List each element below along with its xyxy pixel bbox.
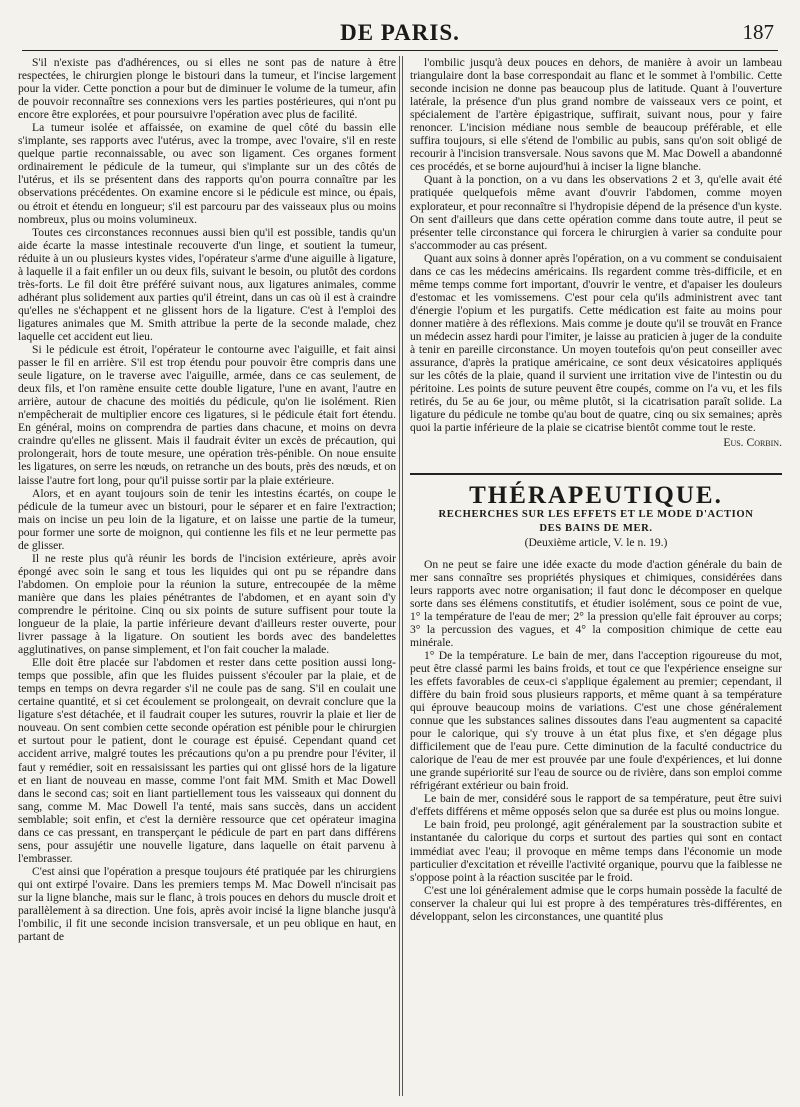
column-divider bbox=[399, 56, 403, 1096]
article-subtitle: (Deuxième article, V. le n. 19.) bbox=[524, 536, 668, 550]
page-number: 187 bbox=[742, 20, 774, 44]
section-title: THÉRAPEUTIQUE. bbox=[469, 482, 723, 510]
paragraph: Il ne reste plus qu'à réunir les bords de l'incision extérieure, après avoir épongé avec soin le sang et tous les liquides qui ont pu se répandre dans l'abdomen. On emploie pour la réunion la suture, entrecoupée de la même manière que dans les plaies pénétrantes de l'abdomen, et en ayant soin d'y comprendre le péritoine. Cinq ou six points de suture suffisent pour toute la longueur de la plaie, la partie inférieure devant d'ailleurs rester ouverte, pour livrer passage à la ligature. On soutient les bords avec des bandelettes agglutinatives, on panse simplement, et l'on fait coucher la malade. bbox=[18, 551, 396, 657]
paragraph: Si le pédicule est étroit, l'opérateur le contourne avec l'aiguille, et fait ainsi passer le fil en arrière. S'il est trop étendu pour pouvoir être compris dans une seule ligature, on le traverse avec l'aiguille, armée, dans ce cas seulement, de deux fils, et l'on ramène ensuite cette double ligature, l'une en avant, l'autre en arrière, autour de chacune des moitiés du pédicule, qu'on lie isolément. Rien n'empêcherait de multiplier encore ces ligatures, si le pédicule était fort étendu. En général, moins on comprendra de parties dans chacune, et moins on devra craindre qu'elles ne glissent. Mais il faudrait éviter un excès de précaution, qui prolongerait, hors de toute mesure, une opération très-pénible. On noue ensuite les ligatures, on serre les nœuds, on retranche un des bouts, près des nœuds, et on laisse l'autre fort long, pour qu'il puisse sortir par la plaie extérieure. bbox=[18, 343, 396, 487]
right-column bbox=[410, 56, 782, 1096]
paragraph: On ne peut se faire une idée exacte du mode d'action générale du bain de mer sans connaître ses propriétés physiques et chimiques, considérées dans leurs rapports avec notre organisation; il faut donc le décomposer en quelque sorte dans ses élémens constitutifs, et étudier isolément, sous ce point de vue, 1° la température de l'eau de mer; 2° la pression qu'elle fait éprouver au corps; 3° la percussion des vagues, et 4° la composition chimique de cette eau minérale. bbox=[410, 557, 782, 649]
paragraph: Quant aux soins à donner après l'opération, on a vu comment se conduisaient dans ce cas les médecins américains. Ils regardent comme très-difficile, et en même temps comme fort important, d'ouvrir le ventre, et d'apaiser les douleurs d'estomac et les vomissemens. C'est pour cela qu'ils administrent avec tant d'énergie l'opium et les purgatifs. Cette médication est faite au moins pour donner matière à des réflexions. Mais comme je doute qu'il se trouvât en France un médecin assez hardi pour l'imiter, je laisse au praticien à juger de la conduite à tenir en pareille circonstance. Un moyen toutefois qu'on peut conseiller avec assurance, d'après la pratique américaine, ce sont deux vésicatoires appliqués sur les côtés de la plaie, quand il survient une irritation vive de l'intestin ou du péritoine. Les points de suture peuvent être coupés, comme on l'a vu, et les fils retirés, du 5e au 6e jour, ou même plutôt, si la cicatrisation paraît solide. La ligature du pédicule ne tombe qu'au bout de quatre, cinq ou six semaines; après quoi la partie inférieure de la plaie se cicatrise bientôt comme tout le reste. bbox=[410, 251, 782, 435]
paragraph: S'il n'existe pas d'adhérences, ou si elles ne sont pas de nature à être respectées, le chirurgien plonge le bistouri dans la tumeur, et l'incise largement pour la vider. Cette ponction a pour but de diminuer le volume de la tumeur, afin de pouvoir reconnaître ses connexions vers les parties postérieures, qui n'ont pu encore être explorées, et pour poursuivre l'opération avec plus de facilité. bbox=[18, 56, 396, 122]
paragraph: Toutes ces circonstances reconnues aussi bien qu'il est possible, tandis qu'un aide écarte la masse intestinale recouverte d'un linge, et soutient la tumeur, réduite à un ou plusieurs kystes vides, l'opérateur s'arme d'une aiguille à ligature, à laquelle il a fait enfiler un ou deux fils, suivant le besoin, ou plutôt des cordons très-forts. Le fil doit être préféré suivant nous, aux ligatures animales, comme adhérant plus solidement aux parties qu'il étreint, dans un cas où il est à craindre qu'elles ne s'échappent et ne glissent hors de la ligature. C'est à l'emploi des ligatures animales que M. Smith attribue la perte de la seconde malade, chez laquelle cet accident eut lieu. bbox=[18, 225, 396, 343]
paragraph: l'ombilic jusqu'à deux pouces en dehors, de manière à avoir un lambeau triangulaire dont la base correspondait au flanc et le sommet à l'ombilic. Cette seconde incision ne donne pas beaucoup plus de latitude. Quant à l'ouverture latérale, la présence d'un plus grand nombre de vaisseaux vers ce point, et spécialement de l'artère épigastrique, suffirait, suivant nous, pour y faire renoncer. L'incision médiane nous semble de beaucoup préférable, et elle suffira toujours, si elle s'étend de l'ombilic au pubis, sans qu'on soit obligé de recourir à l'incision transversale. Nous savons que M. Mac Dowell a abandonné ces procédés, et se borne aujourd'hui à inciser la ligne blanche. bbox=[410, 56, 782, 174]
paragraph: Elle doit être placée sur l'abdomen et rester dans cette position aussi long-temps que possible, afin que les fluides puissent s'écouler par la plaie, et de temps en temps on devra regarder s'il ne coule pas de sang. S'il en coulait une certaine quantité, et si cet écoulement se prolongeait, on devrait conclure que la ligature s'est détachée, et il faudrait couper les sutures, rouvrir la plaie et lier de nouveau. On sent combien cette seconde opération est pénible pour le chirurgien et surtout pour le patient, dont le courage est épuisé. Cependant quand cet accident arrive, malgré toutes les précautions qu'on a pu prendre pour l'éviter, il faut y remédier, soit en ressaisissant les parties qui ont glissé hors de la ligature et en liant de nouveau en masse, comme l'ont fait MM. Smith et Mac Dowell dans le second cas; soit en liant partiellement tous les vaisseaux qui donnent du sang, comme M. Mac Dowell l'a tenté, mais sans succès, dans un accident semblable; soit enfin, et c'est la dernière ressource que cet opérateur imagina dans ce cas pressant, en transperçant le pédicule de part en part dans différens sens, pour assujétir une nouvelle ligature, dans laquelle on était parvenu à l'embrasser. bbox=[18, 656, 396, 865]
paragraph: 1° De la température. Le bain de mer, dans l'acception rigoureuse du mot, peut être classé parmi les bains froids, et tout ce que l'expérience enseigne sur les effets favorables de ceux-ci s'applique également au premier; cependant, il diffère du bain froid sous plusieurs rapports, et même quant à sa température qui éprouve beaucoup moins de variations. C'est une chose généralement connue que les substances salines dissoutes dans l'eau augmentent sa capacité pour le calorique, qui s'y trouve à un état plus fixe, et s'en dégage plus difficilement que de l'eau pure. Cette diminution de la faculté conductrice du calorique de l'eau de mer est prouvée par une foule d'expériences, et lui donne une grande supériorité sur l'eau de source ou de rivière, dans son emploi comme réfrigérant extérieur ou bain froid. bbox=[410, 648, 782, 793]
author-signature: Eus. Corbin. bbox=[723, 436, 782, 450]
running-title: DE PARIS. bbox=[340, 20, 460, 45]
section-rule bbox=[410, 473, 782, 475]
paragraph: Le bain froid, peu prolongé, agit généralement par la soustraction subite et instantanée du calorique du corps et surtout des parties qui sont en contact immédiat avec l'eau; il provoque en même temps dans l'économie un mode particulier d'excitation et réveille l'activité organique, pourvu que la faiblesse ne s'oppose point à la réaction suscitée par le froid. bbox=[410, 818, 782, 884]
paragraph: Alors, et en ayant toujours soin de tenir les intestins écartés, on coupe le pédicule de la tumeur avec un bistouri, pour le séparer et en faire l'extraction; mais on incise un peu loin de la ligature, et on laisse une partie de la tumeur, pour former une sorte de moignon, qui contienne les fils et ne leur permette pas de glisser. bbox=[18, 486, 396, 552]
paragraph: Le bain de mer, considéré sous le rapport de sa température, peut être suivi d'effets différens et même opposés selon que sa durée est plus ou moins longue. bbox=[410, 792, 782, 819]
paragraph: C'est ainsi que l'opération a presque toujours été pratiquée par les chirurgiens qui ont extirpé l'ovaire. Dans les premiers temps M. Mac Dowell n'incisait pas sur la ligne blanche, mais sur le flanc, à trois pouces en dehors du muscle droit et parallèlement à sa direction. Une fois, après avoir incisé la ligne blanche jusqu'à l'ombilic, il fit une seconde incision transversale, et un peu oblique en haut, en partant de bbox=[18, 864, 396, 944]
article-title-line-2: DES BAINS DE MER. bbox=[539, 523, 653, 535]
article-title-line-1: RECHERCHES SUR LES EFFETS ET LE MODE D'ACTION bbox=[438, 509, 754, 521]
paragraph: C'est une loi généralement admise que le corps humain possède la faculté de conserver la chaleur qui lui est propre à des températures très-différentes, en développant, selon les circonstances, une quantité plus bbox=[410, 883, 782, 923]
page-header bbox=[22, 20, 778, 51]
paragraph: La tumeur isolée et affaissée, on examine de quel côté du bassin elle s'implante, ses rapports avec l'utérus, avec la trompe, avec l'ovaire, s'il en reste quelque partie reconnaissable, ou avec son ligament. Ces organes forment ordinairement le pédicule de la tumeur, qui s'implante sur un des côtés de l'utérus, et ils se présentent dans des rapports qu'on pourra connaître par les observations précédentes. On examine encore si le pédicule est mince, ou épais, ou étroit et étendu en longueur; s'il est parcouru par des vaisseaux plus ou moins nombreux, plus ou moins volumineux. bbox=[18, 121, 396, 226]
paragraph: Quant à la ponction, on a vu dans les observations 2 et 3, qu'elle avait été pratiquée quelquefois même avant d'ouvrir l'abdomen, comme moyen explorateur, et pour reconnaître si l'hydropisie dépend de la présence d'un kyste. On sent d'ailleurs que dans cette opération comme dans toute autre, il peut se présenter telle circonstance qui forcera le chirurgien à varier sa conduite pour s'accommoder au cas présent. bbox=[410, 173, 782, 252]
left-column bbox=[18, 56, 396, 1096]
